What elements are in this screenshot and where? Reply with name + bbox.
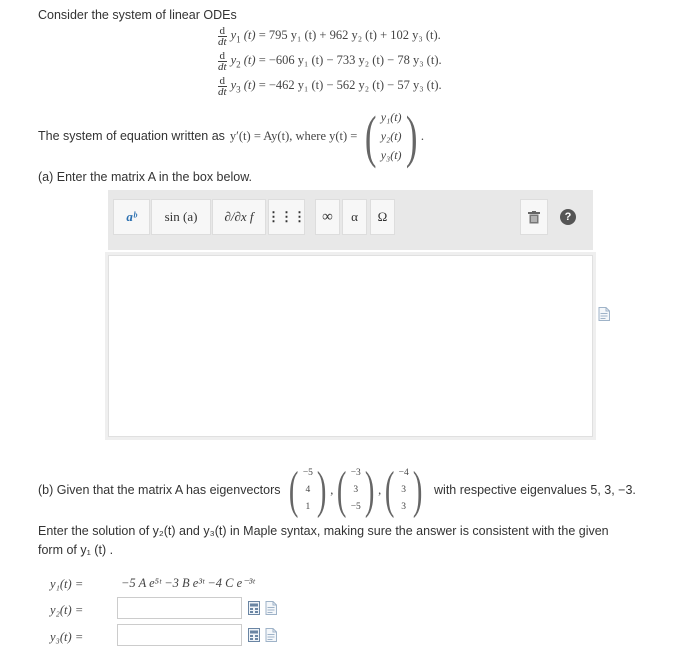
part-b-line [38,462,636,518]
y-vector-entry: y₂(t) [380,128,402,143]
y1-value: −5 A e⁵ᵗ −3 B e³ᵗ −4 C e⁻³ᵗ [121,576,255,590]
help-button[interactable] [554,199,582,235]
y2-input[interactable] [117,597,242,619]
rhs-expression: = −462 y₁ (t) − 562 y₂ (t) − 57 y₃ (t). [258,78,442,93]
y-vector-entry: y₃(t) [380,147,402,162]
part-a-prompt: (a) Enter the matrix A in the box below. [38,170,253,184]
math-editor-toolbar [108,190,593,250]
derivative-operator [218,51,227,72]
y-vector-column [381,108,402,165]
preview-document-icon[interactable] [265,628,277,642]
derivative-operator [218,76,227,97]
intro-text: Consider the system of linear ODEs [38,8,237,22]
eigenvector-entry: −4 [398,467,409,478]
infinity-button[interactable] [315,199,340,235]
eigenvector-entry: 3 [353,484,359,495]
part-b-suffix: with respective eigenvalues 5, 3, −3. [434,483,636,497]
function-button[interactable] [151,199,211,235]
preview-document-icon[interactable] [598,307,610,321]
right-paren: ) [405,103,417,169]
lhs-var: y [230,28,237,43]
eigenvector-entry: 3 [401,484,407,495]
deriv-dt: dt [218,86,227,98]
comma: , [378,482,382,497]
derivative-button[interactable] [212,199,266,235]
lhs-var: y [230,78,237,93]
comma: , [330,482,334,497]
right-paren: ) [412,461,423,519]
part-b-prefix: (b) Given that the matrix A has eigenvectors [38,483,281,497]
ode-equation-1 [218,24,442,49]
lhs-arg: (t) [243,78,256,93]
matrix-answer-editor[interactable] [108,255,593,437]
eigenvector-column [399,465,409,516]
rhs-expression: = 795 y₁ (t) + 962 y₂ (t) + 102 y₃ (t). [258,28,441,43]
lhs-var: y [230,53,237,68]
partial-derivative-icon: ∂/∂x f [224,209,254,224]
deriv-d: d [219,75,226,87]
matrix-icon: ⋮⋮⋮ [267,209,306,224]
alpha-icon: α [351,209,358,224]
preview-document-icon[interactable] [265,601,277,615]
y3-input[interactable] [117,624,242,646]
equation-editor-icon[interactable] [248,628,260,642]
left-paren: ( [385,461,395,519]
equation-editor-icon[interactable] [248,601,260,615]
vector-form-line [38,105,424,167]
y3-label: y₃(t) = [50,630,84,644]
eigenvector-2 [333,461,378,520]
sin-icon: sin (a) [164,209,198,224]
deriv-dt: dt [218,36,227,48]
greek-lower-button[interactable] [342,199,367,235]
ode-equation-3 [218,74,442,99]
eigenvector-entry: 1 [305,501,311,512]
omega-icon: Ω [377,209,388,224]
eigenvector-entry: −5 [302,467,313,478]
derivative-operator [218,26,227,47]
power-button[interactable] [113,199,150,235]
right-paren: ) [316,461,327,519]
eigenvector-3 [381,461,426,520]
help-icon: ? [560,209,576,225]
eigenvector-column [303,465,313,516]
deriv-d: d [219,50,226,62]
lhs-sub: 2 [236,59,241,70]
eigenvector-entry: −3 [350,467,361,478]
power-icon: aᵇ [126,209,137,224]
ode-equation-2 [218,49,442,74]
eigenvector-entry: 3 [401,501,407,512]
y2-label: y₂(t) = [50,603,84,617]
infinity-icon: ∞ [322,208,333,225]
matrix-button[interactable] [268,199,305,235]
period: . [420,128,424,143]
instruction-line-1: Enter the solution of y₂(t) and y₃(t) in Maple syntax, making sure the answer is consistent with the given [38,524,609,538]
deriv-d: d [219,25,226,37]
lhs-sub: 3 [236,84,241,95]
lhs-sub: 1 [236,34,241,45]
y-vector-entry: y₁(t) [380,109,402,124]
y1-label: y₁(t) = [50,577,84,591]
right-paren: ) [364,461,375,519]
left-paren: ( [337,461,347,519]
system-text: The system of equation written as [38,129,225,143]
eigenvector-column [351,465,361,516]
trash-icon [528,211,540,224]
eigenvector-1 [285,461,330,520]
instruction-line-2: form of y₁ (t) . [38,543,114,557]
lhs-arg: (t) [243,28,256,43]
eigenvector-entry: 4 [305,484,311,495]
system-equation: y′(t) = Ay(t), where y(t) = [229,128,358,143]
left-paren: ( [365,103,377,169]
lhs-arg: (t) [243,53,256,68]
y-vector [361,103,420,170]
rhs-expression: = −606 y₁ (t) − 733 y₂ (t) − 78 y₃ (t). [258,53,442,68]
deriv-dt: dt [218,61,227,73]
ode-system [218,24,442,99]
greek-upper-button[interactable] [370,199,395,235]
left-paren: ( [289,461,299,519]
clear-button[interactable] [520,199,548,235]
eigenvector-entry: −5 [350,501,361,512]
